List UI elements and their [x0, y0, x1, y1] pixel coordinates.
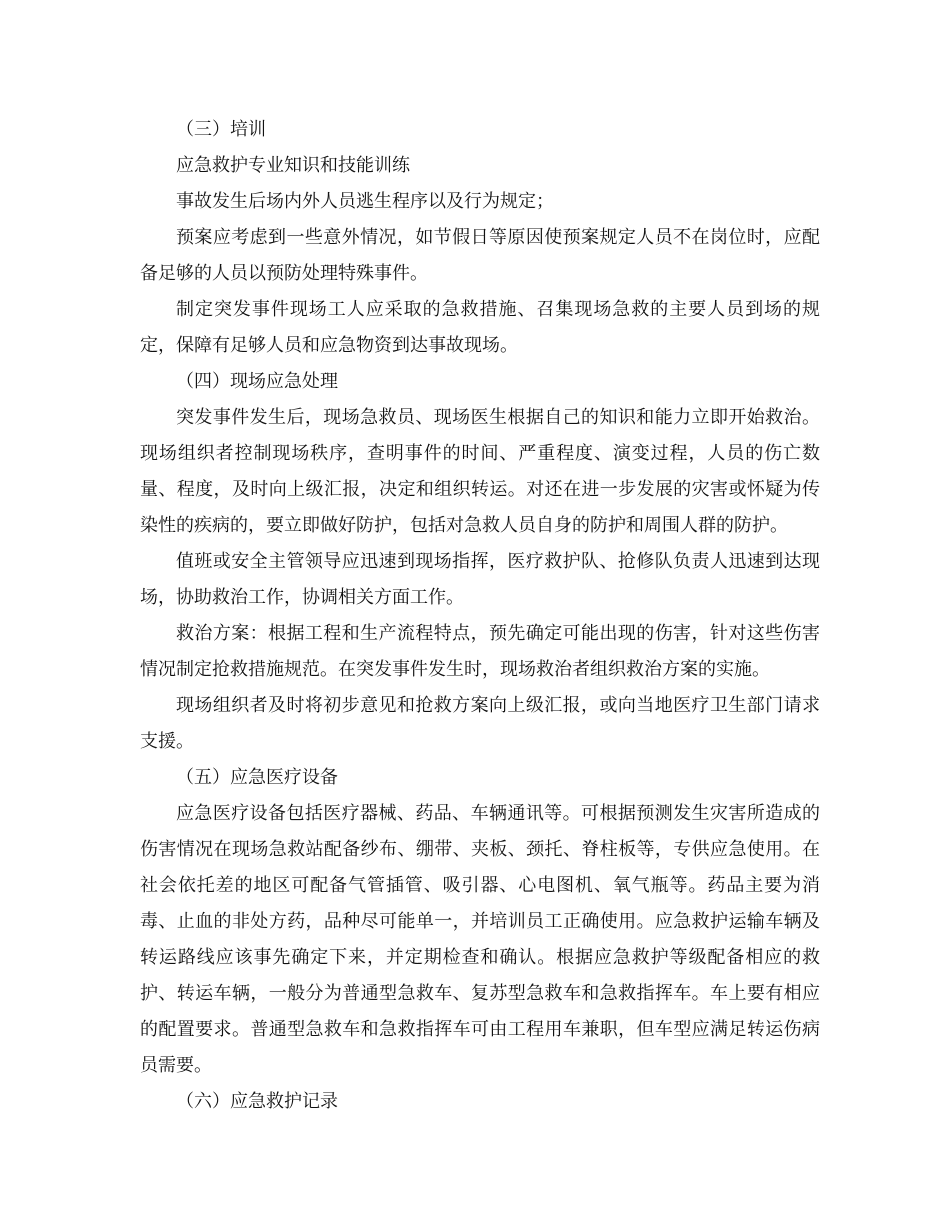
paragraph-onsite-response: 突发事件发生后，现场急救员、现场医生根据自己的知识和能力立即开始救治。现场组织者控制现场秩序，查明事件的时间、严重程度、演变过程，人员的伤亡数量、程度，及时向上级汇报，决定和组织转运。对还在进一步发展的灾害或怀疑为传染性的疾病的，要立即做好防护，包括对急救人员自身的防护和周围人群的防护。	[140, 407, 820, 536]
document-body	[140, 112, 820, 1120]
paragraph-escape-procedure: 事故发生后场内外人员逃生程序以及行为规定；	[176, 191, 554, 212]
paragraph-training-skills: 应急救护专业知识和技能训练	[176, 155, 410, 176]
paragraph-command: 值班或安全主管领导应迅速到现场指挥，医疗救护队、抢修队负责人迅速到达现场，协助救治工作，协调相关方面工作。	[140, 551, 820, 608]
paragraph-medical-equipment: 应急医疗设备包括医疗器械、药品、车辆通讯等。可根据预测发生灾害所造成的伤害情况在现场急救站配备纱布、绷带、夹板、颈托、脊柱板等，专供应急使用。在社会依托差的地区可配备气管插管、吸引器、心电图机、氧气瓶等。药品主要为消毒、止血的非处方药，品种尽可能单一，并培训员工正确使用。应急救护运输车辆及转运路线应该事先确定下来，并定期检查和确认。根据应急救护等级配备相应的救护、转运车辆，一般分为普通型急救车、复苏型急救车和急救指挥车。车上要有相应的配置要求。普通型急救车和急救指挥车可由工程用车兼职，但车型应满足转运伤病员需要。	[140, 803, 820, 1076]
paragraph-contingency: 预案应考虑到一些意外情况，如节假日等原因使预案规定人员不在岗位时，应配备足够的人员以预防处理特殊事件。	[140, 227, 820, 284]
paragraph-first-aid-measures: 制定突发事件现场工人应采取的急救措施、召集现场急救的主要人员到场的规定，保障有足够人员和应急物资到达事故现场。	[140, 299, 820, 356]
paragraph-treatment-plan: 救治方案：根据工程和生产流程特点，预先确定可能出现的伤害，针对这些伤害情况制定抢救措施规范。在突发事件发生时，现场救治者组织救治方案的实施。	[140, 623, 820, 680]
section-heading-medical-equipment: （五）应急医疗设备	[176, 767, 338, 788]
section-heading-rescue-records: （六）应急救护记录	[176, 1091, 338, 1112]
paragraph-report-support: 现场组织者及时将初步意见和抢救方案向上级汇报，或向当地医疗卫生部门请求支援。	[140, 695, 820, 752]
section-heading-onsite-response: （四）现场应急处理	[176, 371, 338, 392]
section-heading-training: （三）培训	[176, 119, 266, 140]
